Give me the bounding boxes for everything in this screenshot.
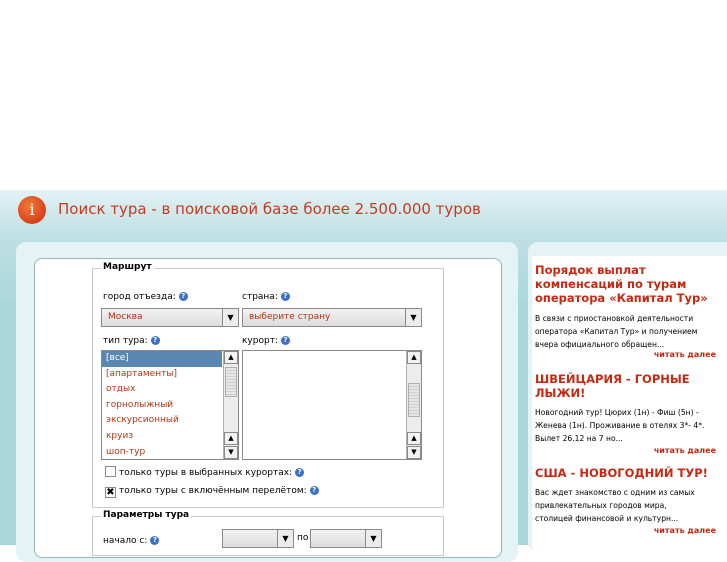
news-text (535, 486, 725, 525)
country-label-text: страна: (242, 292, 278, 302)
departure-city-value: Москва (108, 312, 143, 322)
route-legend: Маршрут (103, 262, 152, 272)
include-flight-option[interactable] (105, 486, 319, 498)
tour-type-label (103, 336, 160, 346)
resort-label (242, 336, 290, 346)
read-more-link[interactable]: читать далее (653, 526, 716, 535)
chevron-down-icon[interactable]: ▼ (365, 530, 381, 547)
departure-city-label (103, 292, 188, 302)
news-text-line: В связи с приостановкой деятельности (535, 314, 694, 323)
news-text-line: привлекательных городов мира, (535, 501, 667, 510)
chevron-down-icon[interactable]: ▼ (405, 309, 421, 326)
news-text-line: Вас ждет знакомство с одним из самых (535, 488, 695, 497)
read-more-link[interactable]: читать далее (653, 350, 716, 359)
news-title[interactable]: ШВЕЙЦАРИЯ - ГОРНЫЕ ЛЫЖИ! (535, 372, 690, 400)
help-icon[interactable]: ? (310, 486, 319, 495)
start-label-text: начало с: (103, 536, 148, 546)
start-to-select[interactable] (310, 529, 382, 548)
news-text-line: оператора «Капитал Тур» и получением (535, 327, 698, 336)
scroll-up-icon[interactable]: ▲ (224, 351, 238, 364)
tour-type-option[interactable]: шоп-тур (106, 446, 146, 457)
tour-type-scrollbar[interactable] (223, 351, 238, 459)
news-text (535, 406, 725, 445)
tour-type-option[interactable]: [все] (102, 351, 222, 367)
news-title[interactable]: Порядок выплат компенсаций по турам оператора «Капитал Тур» (535, 263, 708, 305)
only-selected-resorts-option[interactable] (105, 466, 304, 478)
only-selected-resorts-checkbox[interactable] (105, 466, 116, 477)
chevron-down-icon[interactable]: ▼ (277, 530, 293, 547)
include-flight-checkbox[interactable]: ✖ (106, 487, 115, 498)
help-icon[interactable]: ? (151, 336, 160, 345)
resort-listbox[interactable] (242, 350, 422, 460)
scroll-up-icon[interactable]: ▲ (224, 432, 238, 445)
departure-city-label-text: город отъезда: (103, 292, 176, 302)
tour-type-items (102, 351, 222, 460)
news-text-line: Новогодний тур! Цюрих (1н) - Фиш (5н) - (535, 408, 699, 417)
news-text-line: столицей финансовой и культурн... (535, 514, 679, 523)
params-legend: Параметры тура (103, 510, 190, 520)
tour-type-option[interactable]: отдых (106, 384, 136, 395)
page-title: Поиск тура - в поисковой базе более 2.500.000 туров (58, 200, 481, 218)
country-value: выберите страну (249, 312, 331, 322)
tour-type-option[interactable]: [апартаменты] (106, 368, 177, 379)
country-select[interactable] (242, 308, 422, 327)
info-icon: i (18, 196, 46, 224)
help-icon[interactable]: ? (281, 292, 290, 301)
only-selected-resorts-label: только туры в выбранных курортах: (119, 468, 293, 478)
tour-type-option[interactable]: горнолыжный (106, 399, 174, 410)
tour-type-label-text: тип тура: (103, 336, 148, 346)
departure-city-select[interactable] (101, 308, 239, 327)
scroll-thumb[interactable] (408, 383, 420, 417)
country-label (242, 292, 290, 302)
resort-scrollbar[interactable] (406, 351, 421, 459)
chevron-down-icon[interactable]: ▼ (222, 309, 238, 326)
news-title[interactable]: США - НОВОГОДНИЙ ТУР! (535, 466, 708, 480)
scroll-down-icon[interactable]: ▼ (407, 446, 421, 459)
news-text-line: Женева (1н). Проживание в отелях 3*- 4*. (535, 421, 705, 430)
read-more-link[interactable]: читать далее (653, 446, 716, 455)
help-icon[interactable]: ? (150, 536, 159, 545)
help-icon[interactable]: ? (281, 336, 290, 345)
news-text (535, 312, 725, 351)
include-flight-label: только туры с включённым перелётом: (119, 486, 307, 496)
help-icon[interactable]: ? (295, 468, 304, 477)
news-text-line: Вылет 26.12 на 7 но... (535, 434, 623, 443)
scroll-thumb[interactable] (225, 367, 237, 397)
tour-type-option[interactable]: экскурсионный (106, 415, 179, 426)
scroll-up-icon[interactable]: ▲ (407, 351, 421, 364)
help-icon[interactable]: ? (179, 292, 188, 301)
scroll-down-icon[interactable]: ▼ (224, 446, 238, 459)
tour-type-listbox[interactable] (101, 350, 239, 460)
news-text-line: вчера официального обращен... (535, 340, 665, 349)
tour-type-option[interactable]: круиз (106, 430, 134, 441)
start-from-select[interactable] (222, 529, 294, 548)
resort-label-text: курорт: (242, 336, 278, 346)
to-label: по (297, 533, 309, 543)
scroll-up-icon[interactable]: ▲ (407, 432, 421, 445)
